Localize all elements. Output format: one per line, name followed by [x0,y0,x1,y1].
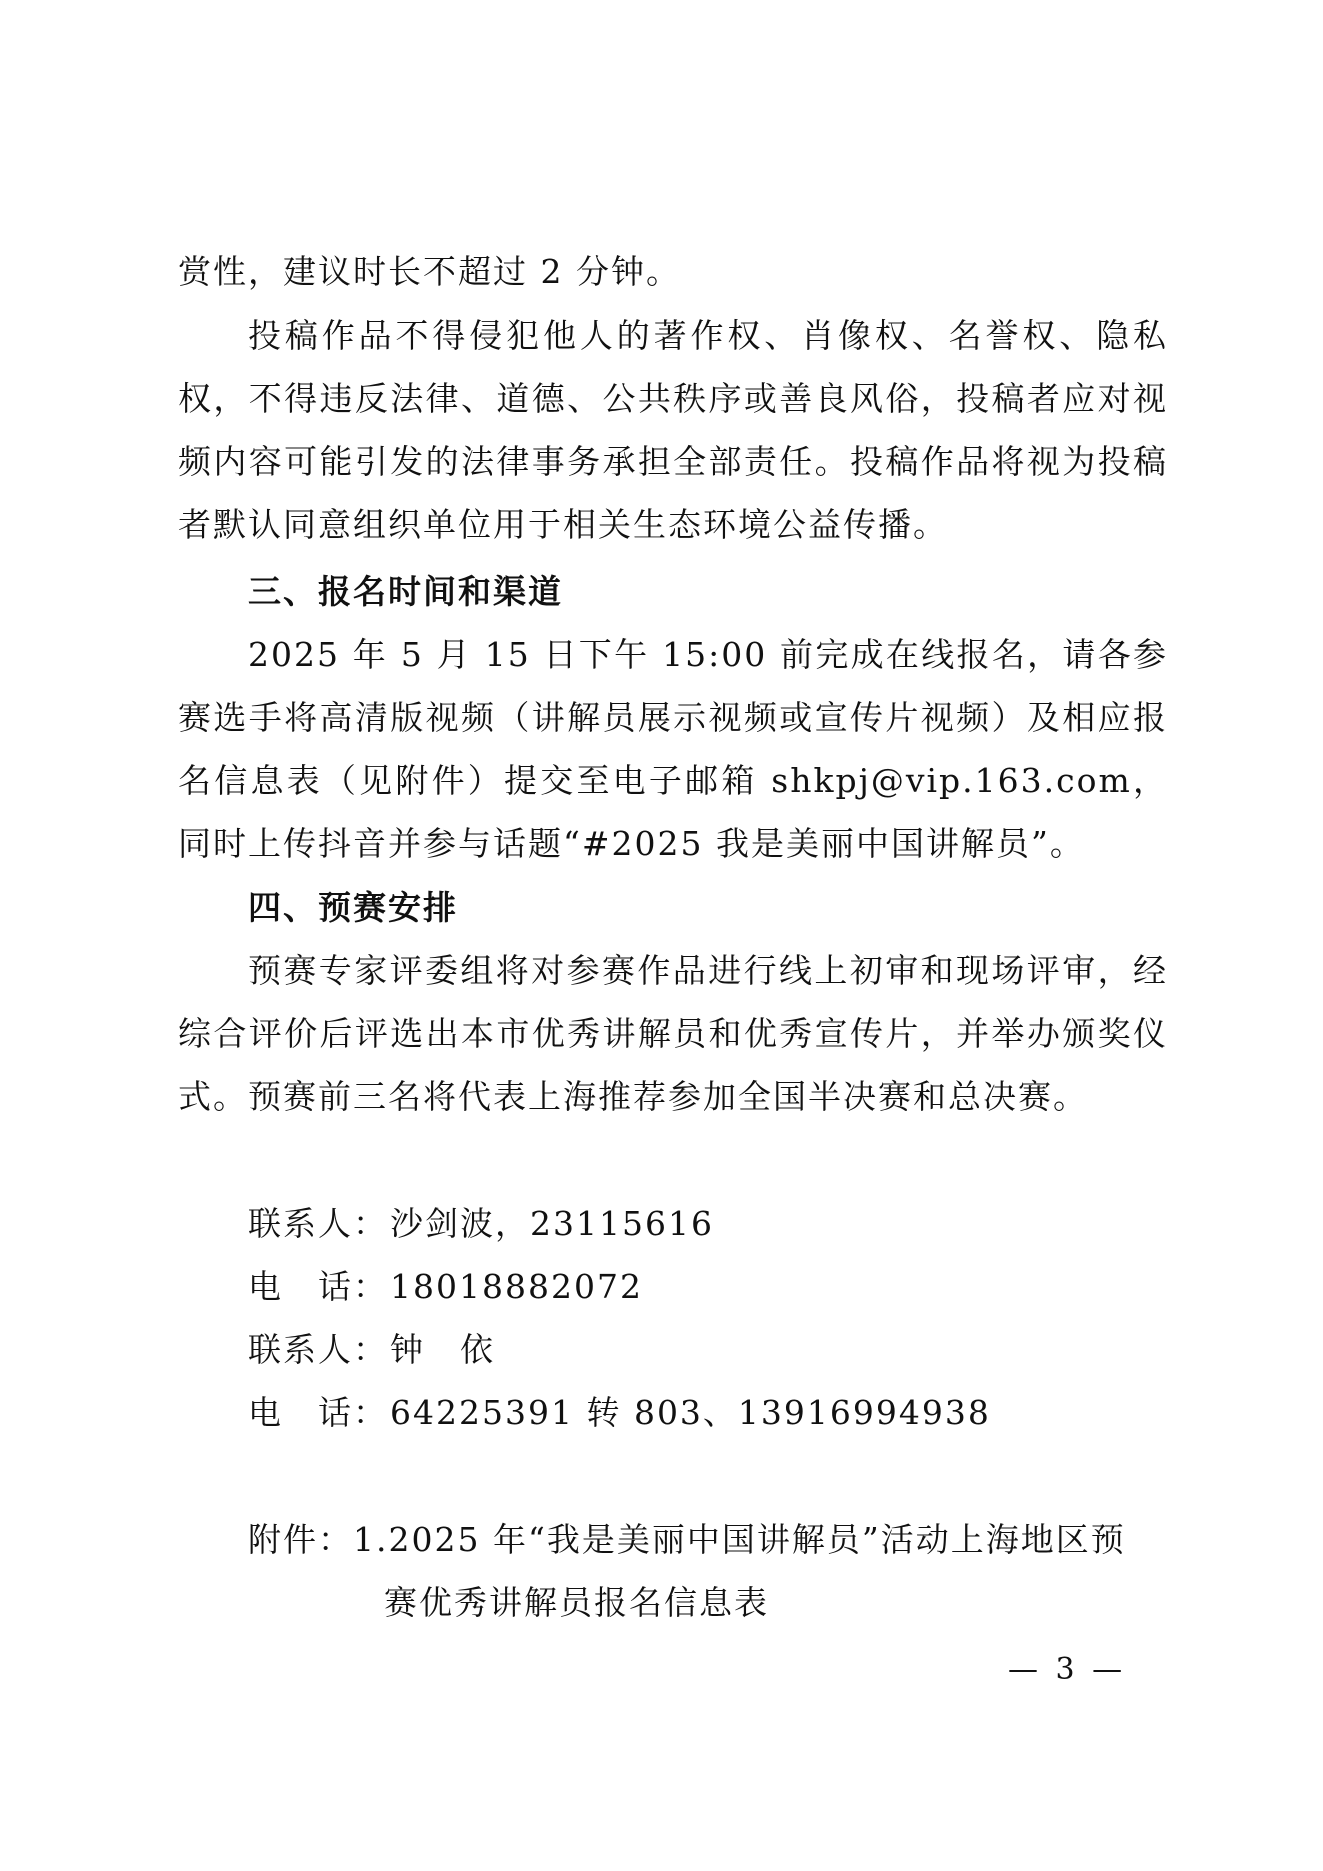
paragraph-continuation: 赏性，建议时长不超过 2 分钟。 [178,252,681,291]
attachment-line: 附件：1.2025 年“我是美丽中国讲解员”活动上海地区预 [248,1520,1126,1559]
contact-line: 联系人：钟 依 [248,1330,495,1369]
contact-line: 电 话：64225391 转 803、13916994938 [248,1393,991,1432]
paragraph-registration: 2025 年 5 月 15 日下午 15:00 前完成在线报名，请各参赛选手将高清版视频（讲解员展示视频或宣传片视频）及相应报名信息表（见附件）提交至电子邮箱 shkpj@vip.163.com，同时上传抖音并参与话题“#2025 我是美丽中国讲解员”。 [178,635,1168,863]
paragraph-preliminary: 预赛专家评委组将对参赛作品进行线上初审和现场评审，经综合评价后评选出本市优秀讲解员和优秀宣传片，并举办颁奖仪式。预赛前三名将代表上海推荐参加全国半决赛和总决赛。 [178,951,1168,1116]
contact-line: 电 话：18018882072 [248,1267,643,1306]
section-heading-registration: 三、报名时间和渠道 [248,572,563,611]
page-number: — 3 — [1008,1652,1127,1687]
contact-line: 联系人：沙剑波，23115616 [248,1204,714,1243]
attachment-line-continued: 赛优秀讲解员报名信息表 [384,1583,769,1622]
paragraph-copyright-notice: 投稿作品不得侵犯他人的著作权、肖像权、名誉权、隐私权，不得违反法律、道德、公共秩序或善良风俗，投稿者应对视频内容可能引发的法律事务承担全部责任。投稿作品将视为投稿者默认同意组织单位用于相关生态环境公益传播。 [178,316,1168,544]
section-heading-preliminary: 四、预赛安排 [248,888,458,927]
